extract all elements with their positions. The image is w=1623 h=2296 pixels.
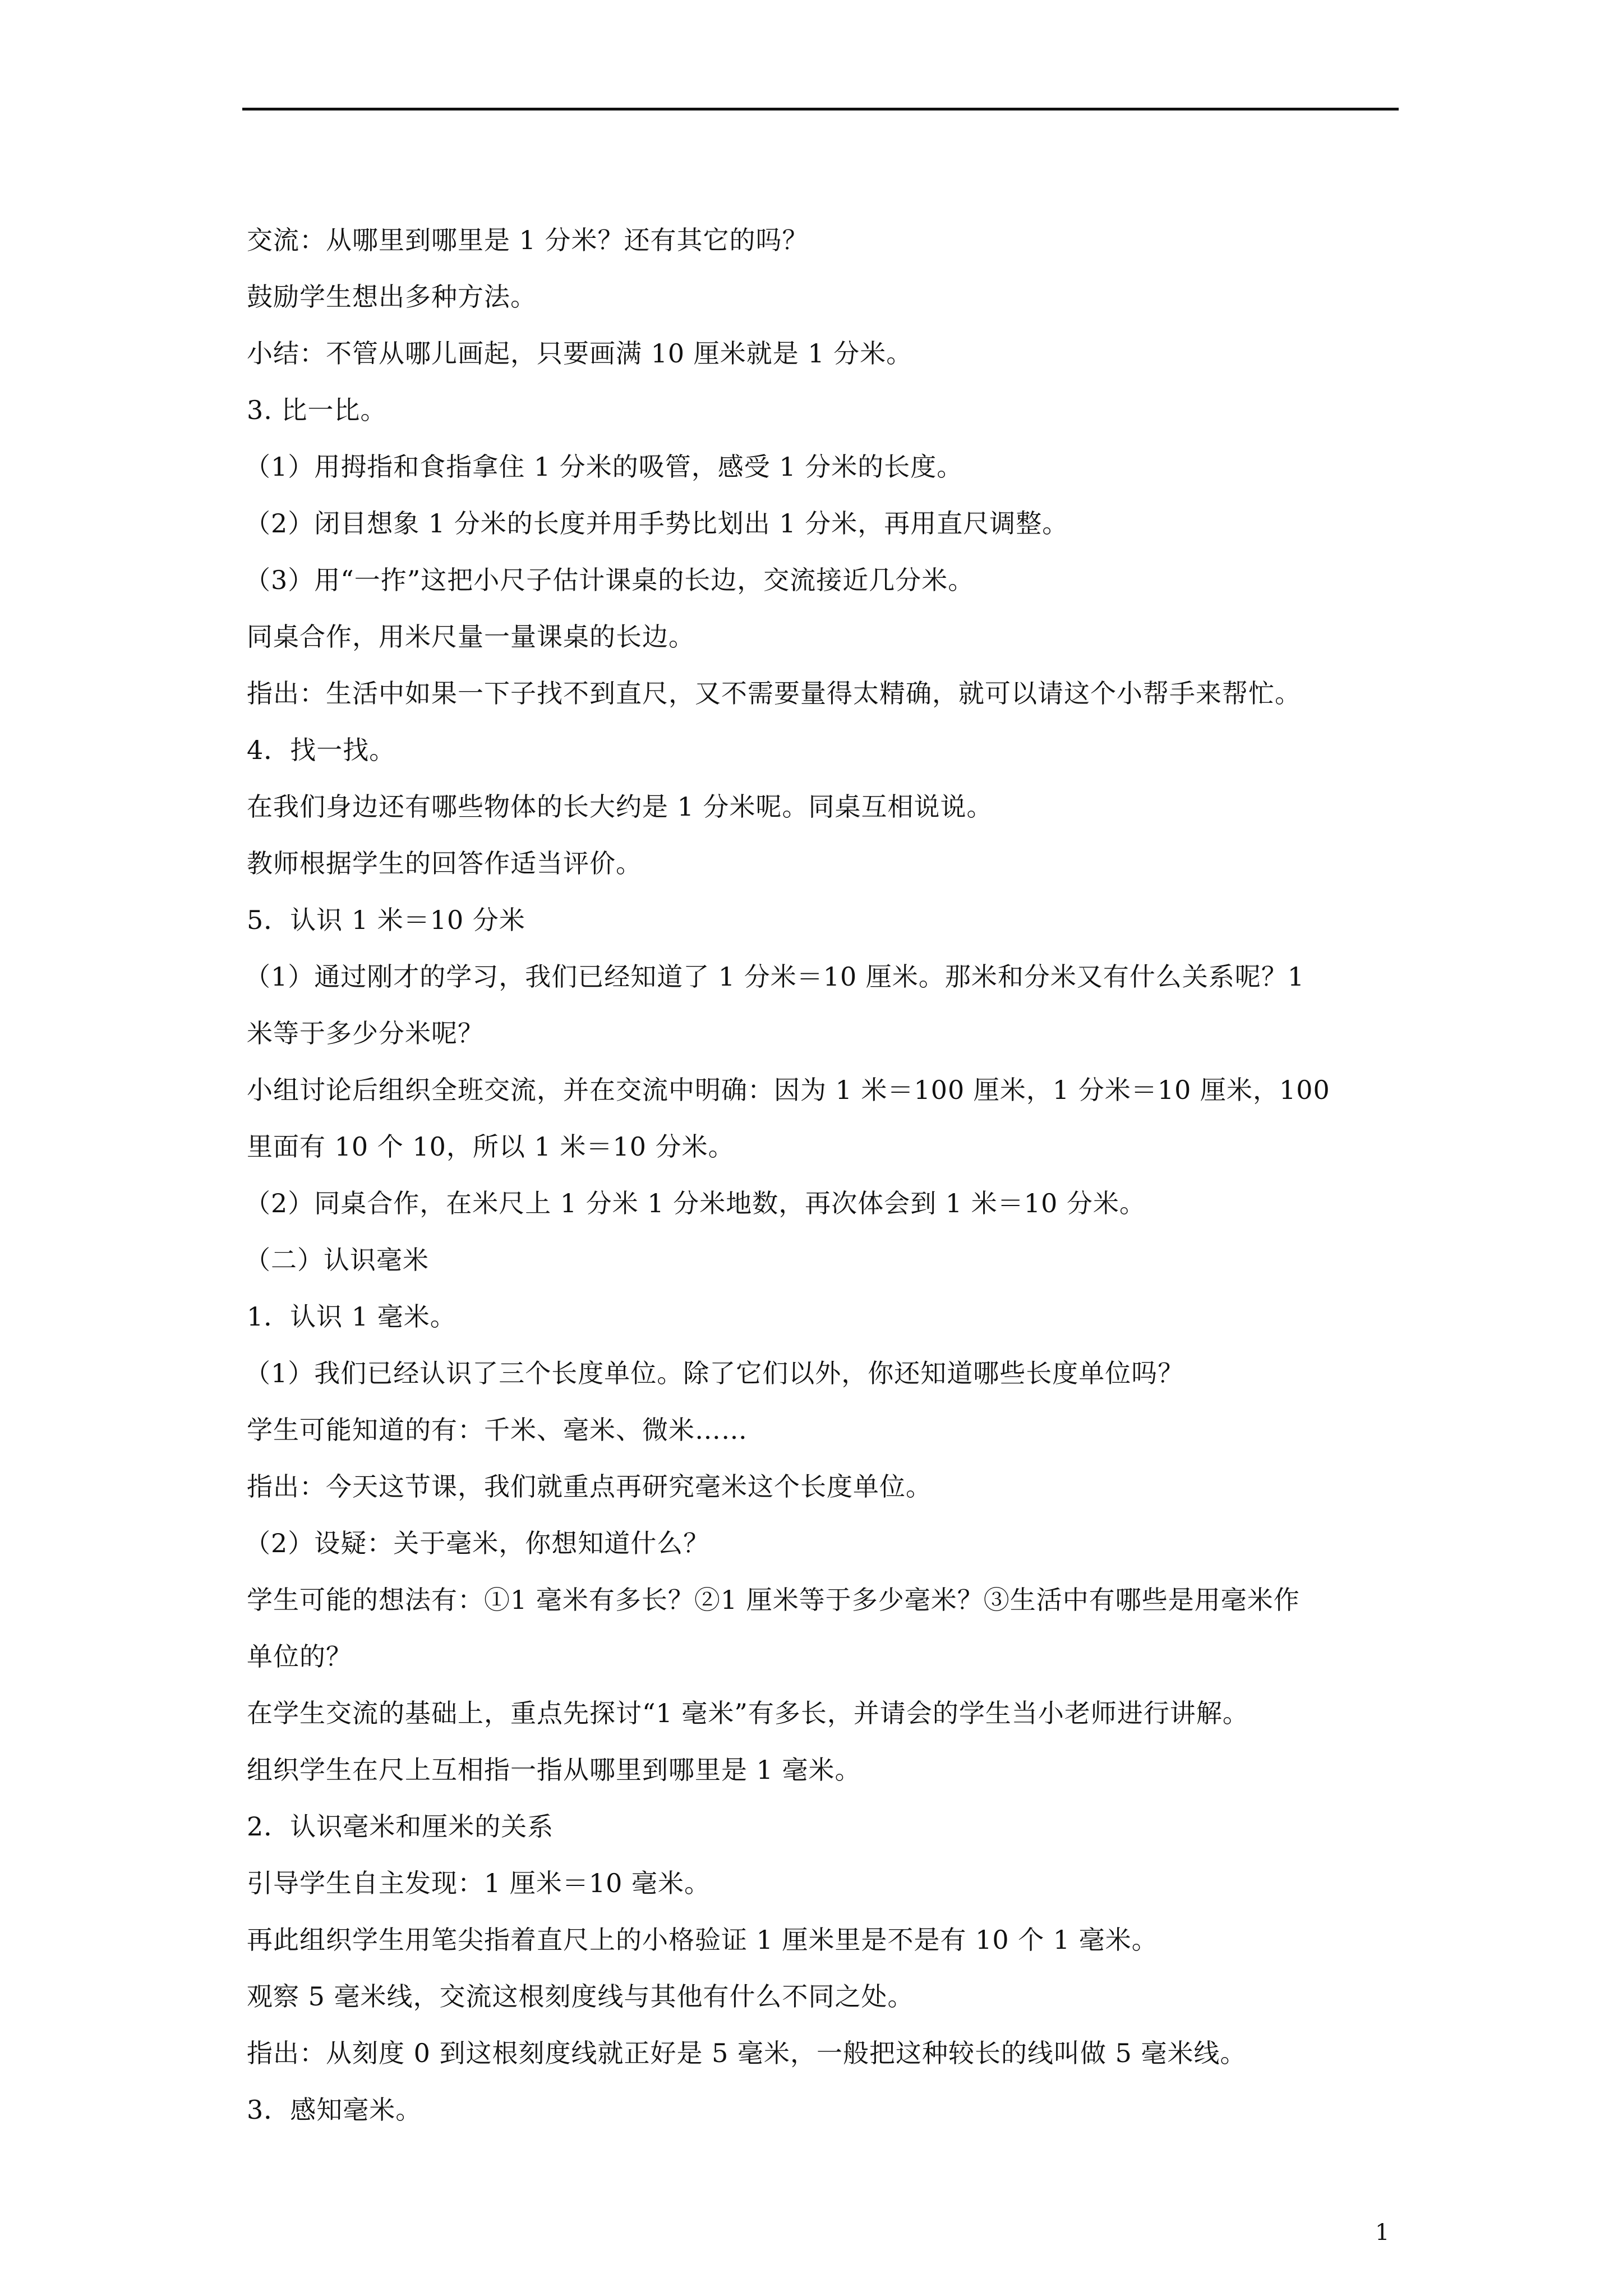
text-line: 指出：从刻度 0 到这根刻度线就正好是 5 毫米，一般把这种较长的线叫做 5 毫米线。 — [247, 2038, 1247, 2068]
text-line: （2）同桌合作，在米尺上 1 分米 1 分米地数，再次体会到 1 米＝10 分米。 — [245, 1188, 1146, 1218]
text-line: （2）闭目想象 1 分米的长度并用手势比划出 1 分米，再用直尺调整。 — [245, 508, 1069, 539]
text-line: 同桌合作，用米尺量一量课桌的长边。 — [247, 622, 695, 652]
page-number: 1 — [1375, 2220, 1390, 2246]
text-line: （1）用拇指和食指拿住 1 分米的吸管，感受 1 分米的长度。 — [245, 452, 963, 482]
section-heading: （二）认识毫米 — [245, 1245, 429, 1275]
section-heading: 5．认识 1 米＝10 分米 — [247, 905, 525, 935]
header-rule — [242, 108, 1399, 111]
document-body — [247, 212, 1400, 2138]
text-line: 引导学生自主发现：1 厘米＝10 毫米。 — [247, 1868, 711, 1898]
text-line: 单位的？ — [247, 1641, 352, 1672]
text-line: 学生可能的想法有：①1 毫米有多长？②1 厘米等于多少毫米？③生活中有哪些是用毫米作 — [247, 1585, 1300, 1615]
text-line: （1）我们已经认识了三个长度单位。除了它们以外，你还知道哪些长度单位吗？ — [245, 1358, 1184, 1388]
section-heading: 3. 比一比。 — [247, 395, 387, 425]
text-line: 交流：从哪里到哪里是 1 分米？还有其它的吗？ — [247, 225, 809, 255]
text-line: 小组讨论后组织全班交流，并在交流中明确：因为 1 米＝100 厘米，1 分米＝10 厘米，100 — [247, 1075, 1330, 1105]
text-line: 组织学生在尺上互相指一指从哪里到哪里是 1 毫米。 — [247, 1755, 861, 1785]
text-line: （3）用“一拃”这把小尺子估计课桌的长边，交流接近几分米。 — [245, 565, 975, 595]
text-line: 在我们身边还有哪些物体的长大约是 1 分米呢。同桌互相说说。 — [247, 792, 993, 822]
text-line: 再此组织学生用笔尖指着直尺上的小格验证 1 厘米里是不是有 10 个 1 毫米。 — [247, 1925, 1158, 1955]
section-heading: 3．感知毫米。 — [247, 2095, 422, 2125]
text-line: 里面有 10 个 10，所以 1 米＝10 分米。 — [247, 1131, 735, 1162]
section-heading: 2．认识毫米和厘米的关系 — [247, 1811, 554, 1842]
text-line: 指出：今天这节课，我们就重点再研究毫米这个长度单位。 — [247, 1471, 932, 1502]
section-heading: 4．找一找。 — [247, 735, 396, 765]
text-line: 指出：生活中如果一下子找不到直尺，又不需要量得太精确，就可以请这个小帮手来帮忙。 — [247, 678, 1301, 708]
section-heading: 1．认识 1 毫米。 — [247, 1301, 457, 1332]
text-line: 鼓励学生想出多种方法。 — [247, 282, 537, 312]
text-line: 学生可能知道的有：千米、毫米、微米…… — [247, 1415, 748, 1445]
text-line: （2）设疑：关于毫米，你想知道什么？ — [245, 1528, 710, 1558]
text-line: 在学生交流的基础上，重点先探讨“1 毫米”有多长，并请会的学生当小老师进行讲解。 — [247, 1698, 1249, 1728]
text-line: 米等于多少分米呢？ — [247, 1018, 484, 1048]
text-line: 小结：不管从哪儿画起，只要画满 10 厘米就是 1 分米。 — [247, 338, 913, 369]
text-line: 教师根据学生的回答作适当评价。 — [247, 848, 642, 878]
text-line: 观察 5 毫米线，交流这根刻度线与其他有什么不同之处。 — [247, 1981, 914, 2012]
text-line: （1）通过刚才的学习，我们已经知道了 1 分米＝10 厘米。那米和分米又有什么关系呢？1 — [245, 961, 1305, 992]
